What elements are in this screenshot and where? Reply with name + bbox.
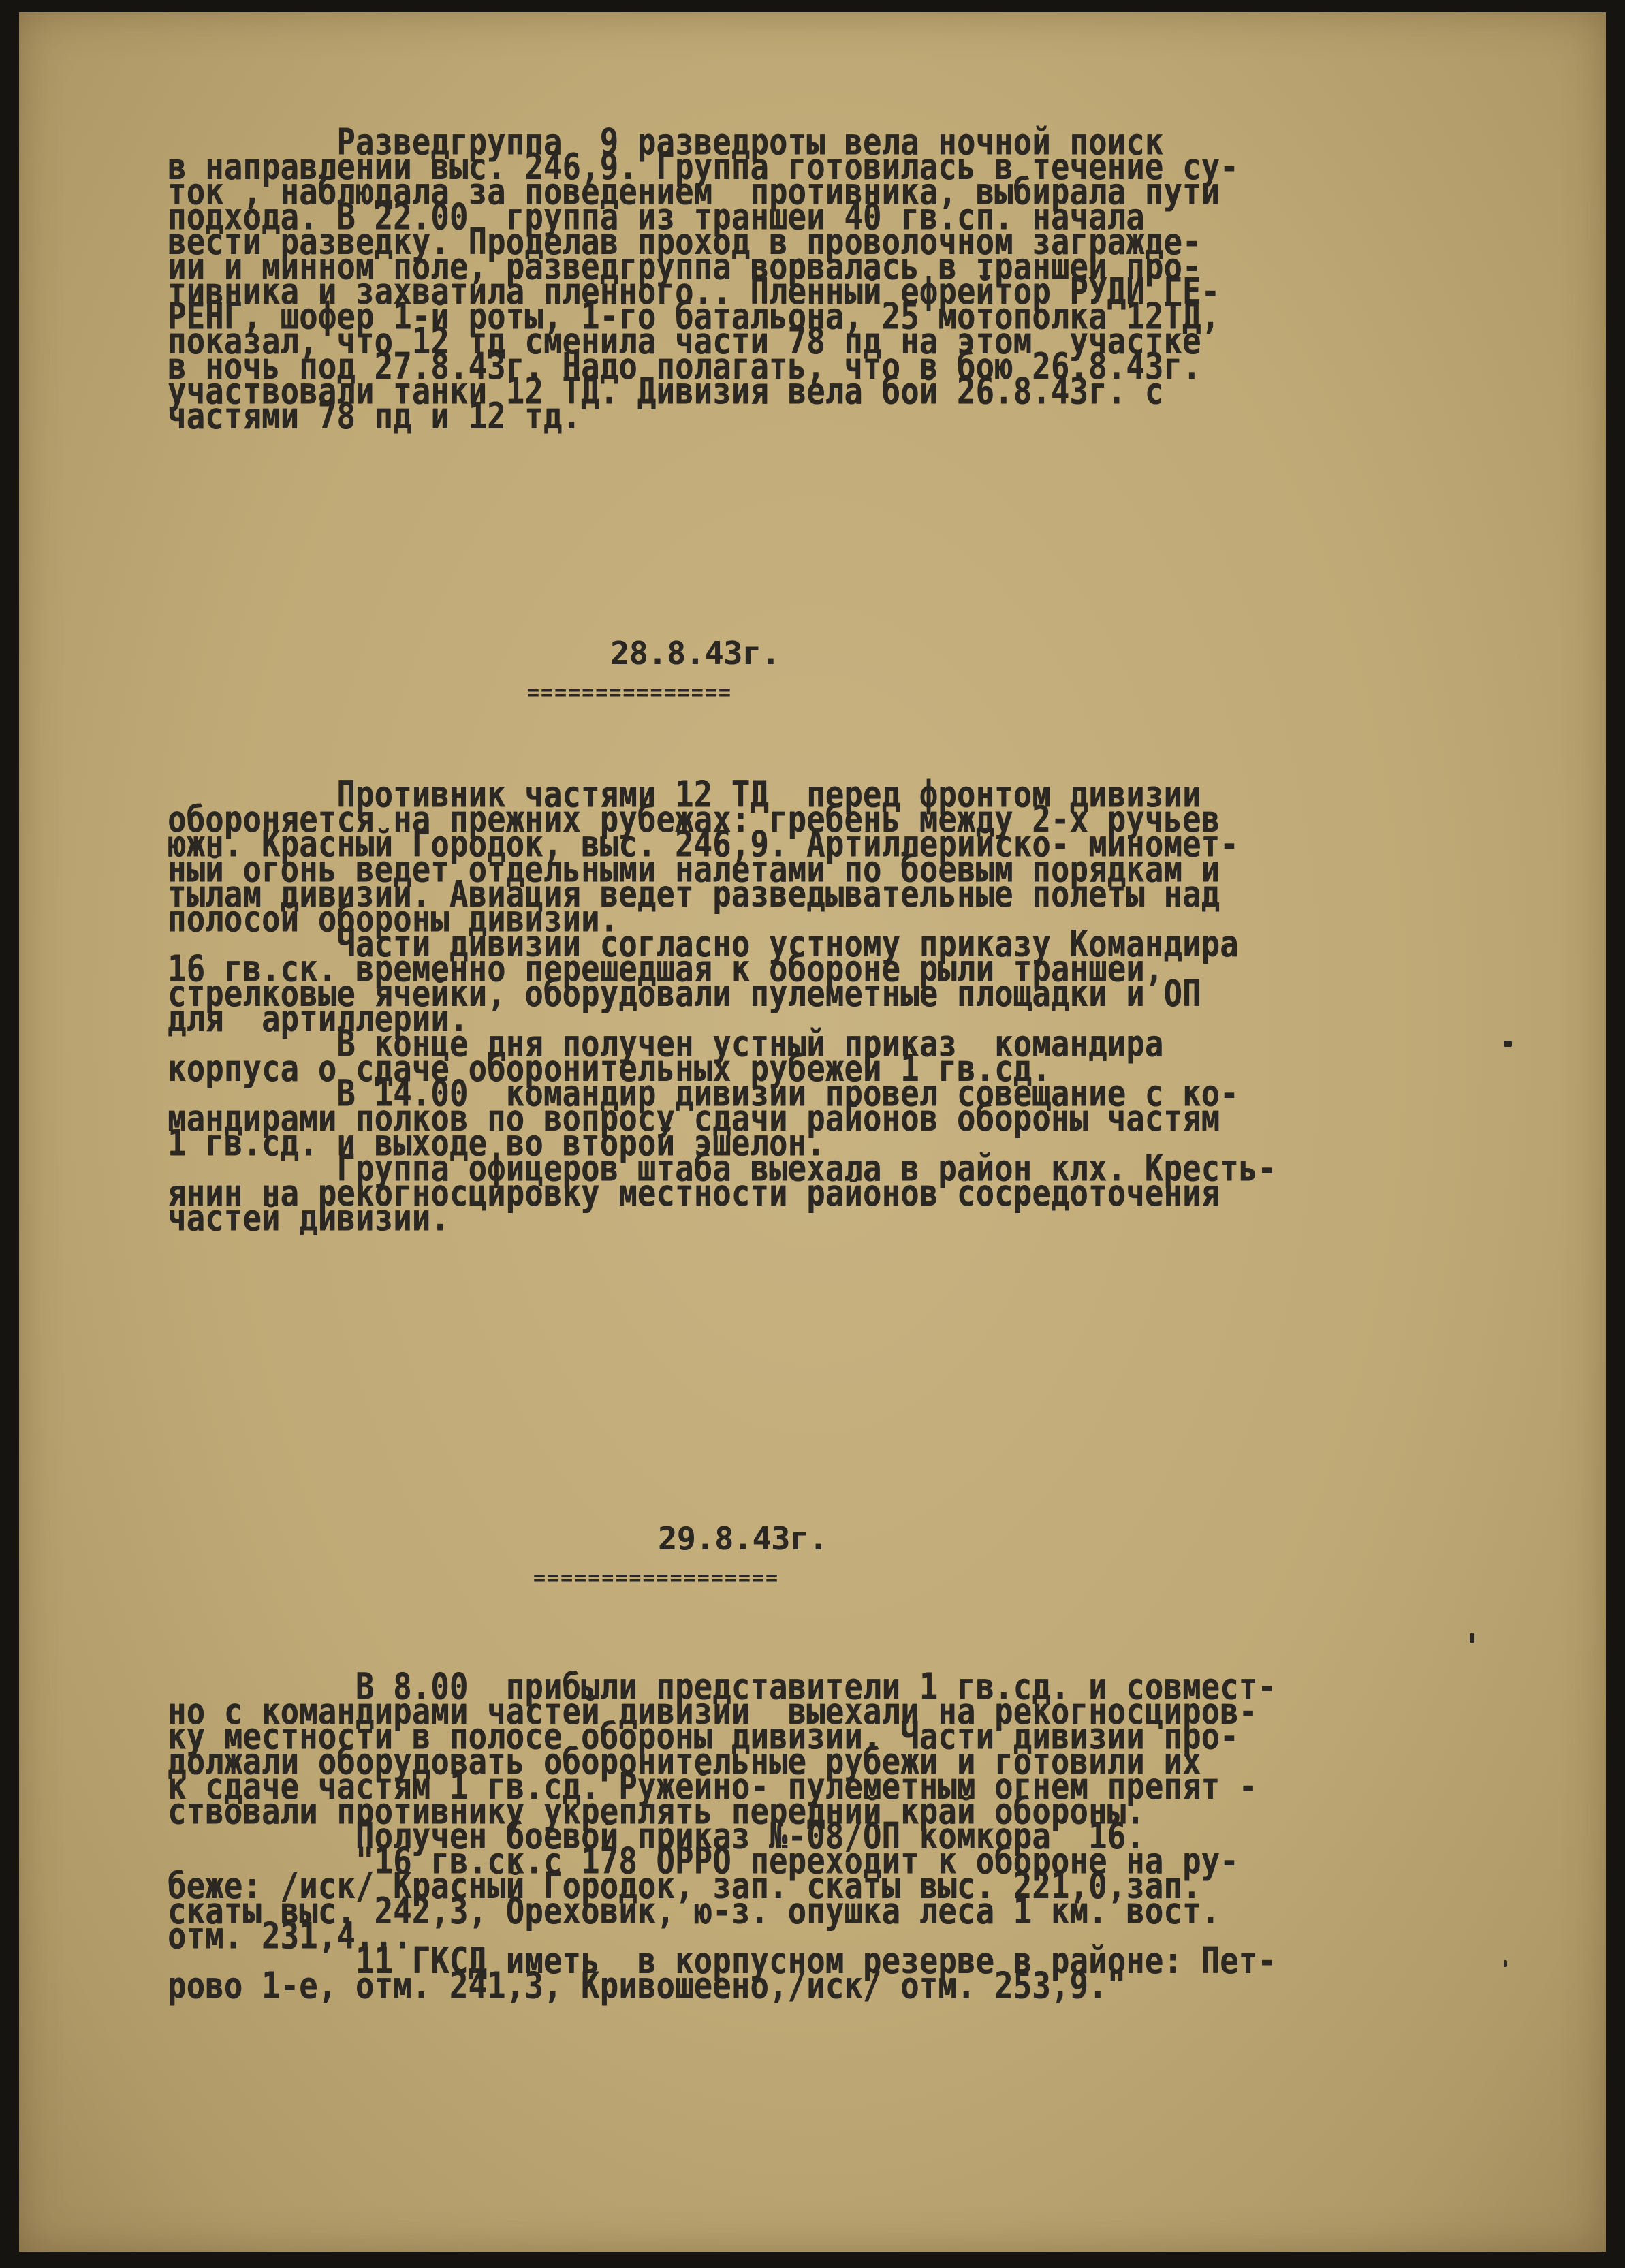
- report-paragraph-reconnaissance: Разведгруппа 9 разведроты вела ночной поиск в направлении выс. 246,9. Группа готовилась в течение су- ток , наблюдала за поведением противника, выбирала пути подхода. В 22.00 группа из траншеи 40 гв.сп. начала вести разведку. Проделав проход в проволочном загражде- ии и минном поле, разведгруппа ворвалась в траншеи про- тивника и захватила пленного.. Пленный ефрейтор РУДИ ГЕ- РЕНГ, шофер 1-й роты, 1-го батальона, 25 мотополка 12ТД, показал, что 12 тд сменила части 78 пд на этом участке в ночь под 27.8.43г. Надо полагать, что в бою 26.8.43г. участвовали танки 12 ТД. Дивизия вела бой 26.8.43г. с частями 78 пд и 12 тд.: [168, 121, 1239, 437]
- report-section-28-8-43: Противник частями 12 ТД перед фронтом дивизии обороняется на прежних рубежах: гребень между 2-х ручьев южн. Красный Городок, выс. 246,9. Артиллерийско- миномет- ный огонь ведет отдельными налетами по боевым порядкам и тылам дивизии. Авиация ведет разведывательные полеты над полосой обороны дивизии. Части дивизии согласно устному приказу Командира 16 гв.ск. временно перешедшая к обороне рыли траншеи, стрелковые ячейки, оборудовали пулеметные площадки и ОП для артиллерии. В конце дня получен устный приказ командира корпуса о сдаче оборонительных рубежей 1 гв.сд. В 14.00 командир дивизии провел совещание с ко- мандирами полков по вопросу сдачи районов обороны частям 1 гв.сд. и выходе во второй эшелон. Группа офицеров штаба выехала в район клх. Кресть- янин на рекогносцировку местности районов сосредоточения частей дивизии.: [168, 773, 1276, 1240]
- date-heading-29-8-43: 29.8.43г.: [658, 1520, 828, 1557]
- document-page: [19, 12, 1606, 2252]
- date-underline-2: ==================: [533, 1566, 780, 1590]
- date-heading-28-8-43: 28.8.43г.: [610, 635, 780, 672]
- ink-speck: [1504, 1041, 1512, 1047]
- ink-speck: [1470, 1633, 1474, 1643]
- report-section-29-8-43: В 8.00 прибыли представители 1 гв.сд. и совмест- но с командирами частей дивизии выехали на рекогносциров- ку местности в полосе обороны дивизии. Части дивизии про- должали оборудовать оборонительные рубежи и готовили их к сдаче частям 1 гв.сд. Ружейно- пулеметным огнем препят - ствовали противнику укреплять передний край обороны. Получен боевой приказ №-08/ОП комкора 16. "16 гв.ск.с 178 ОРРО переходит к обороне на ру- беже: /иск/ Красный Городок, зап. скаты выс. 221,0,зап. скаты выс. 242,3, Ореховик, ю-з. опушка леса 1 км. вост. отм. 231,4... 11 ГКСД иметь в корпусном резерве в районе: Пет- рово 1-е, отм. 241,3, Кривошеено,/иск/ отм. 253,9.": [168, 1665, 1276, 2007]
- ink-speck: [1504, 1960, 1507, 1967]
- date-underline-1: ===============: [527, 681, 732, 705]
